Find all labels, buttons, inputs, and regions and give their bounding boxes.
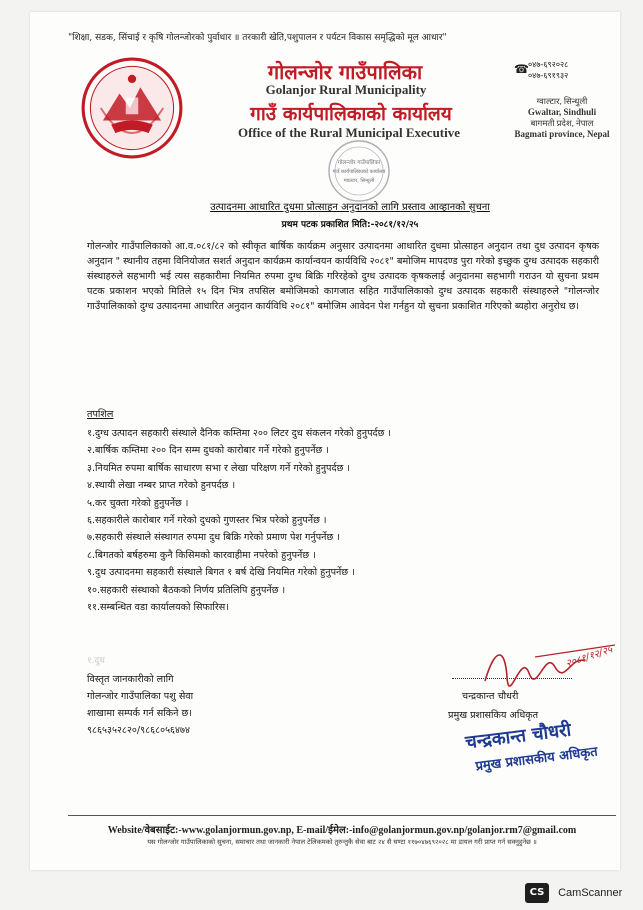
list-item: ३.नियमित रुपमा बार्षिक साधारण सभा र लेखा परिक्षण गर्ने गरेको हुनुपर्दछ । [87,462,351,474]
list-item: ११.सम्बन्धित वडा कार्यालयको सिफारिस। [87,601,229,613]
camscanner-label: CamScanner [558,886,623,899]
signatory-title: प्रमुख प्रशासकिय अधिकृत [448,710,539,721]
signature-stamp-title: प्रमुख प्रशासकीय अधिकृत [474,744,599,775]
municipality-name-en: Golanjor Rural Municipality [265,82,427,97]
footer-divider [68,815,616,816]
phone-line-2: ०४७-६९१९३२ [528,71,569,80]
office-name-np: गाउँ कार्यपालिकाको कार्यालय [250,103,452,125]
footer-note: यस गोलन्जोर गाउँपालिकाको सुचना, समाचार तथा जानकारी नेपाल टेलिकमको तुरुन्तुकै सेवा बाट २४ सै घण्टा ११७०४७६९२०२८ मा डायल गरी प्राप्त गर्न सक्नुहुनेछ ॥ [147,838,537,846]
contact-phone: ९८६५३५२८२०/९८६८०५६४७४ [87,725,191,736]
address-np-2: बागमती प्रदेश, नेपाल [530,118,594,128]
municipality-name-np: गोलन्जोर गाउँपालिका [267,60,423,84]
address-en-2: Bagmati province, Nepal [514,129,610,139]
schedule-heading: तपशिल [87,409,114,420]
address-block [502,96,622,140]
phone-numbers [528,59,568,81]
list-item: ८.बिगतको बर्षहरुमा कुनै किसिमको कारवाहीमा नपरेको हुनुपर्नेछ । [87,549,316,561]
notice-body: गोलन्जोर गाउँपालिकाको आ.व.०८१/८२ को स्वीकृत बार्षिक कार्यक्रम अनुसार उत्पादनमा आधारित दुधमा प्रोत्साहन अनुदान तथा दुध उत्पादन कृषक अनुदान " स्थानीय तहमा विनियोजत सशर्त अनुदान कार्यक्रम कार्यान्वयन कार्यविधि २०८१" बमोजिम मापदण्ड पुरा गरेको इच्छुक दुग्ध उत्पादक सहकारी संस्थाहरुले सहभागी भई त्यस सहकारीमा नियमित रुपमा दुग्ध बिक्रि गरिरहेको दुग्ध उत्पादक कृषकलाई अनुदानमा सहभागी गराउन यो सुचना प्रथम पटक प्रकाशन भएको मितिले १५ दिन भित्र तपसिल बमोजिमको कागजात सहित गाउँपालिकाको दुग्ध उत्पादक सहकारी संस्थाहरुले "गोलन्जोर गाउँपालिकाको दुग्ध उत्पादनमा आधारित अनुदान कार्यविधि २०८१" बमोजिम आवेदन पेश गर्नहुन यो सुचना प्रकाशित गरिएको ब्यहोरा अनुरोध छ। [87,241,599,312]
published-date: प्रथम पटक प्रकाशित मिति:-२०८१/१२/२५ [281,220,419,230]
camscanner-icon: CS [525,883,549,903]
nepal-emblem-icon [80,56,184,160]
stamp-text-3: ग्वाल्टार, सिन्धुली [343,178,375,184]
stamp-text-2: गाउँ कार्यपालिकाको कार्यालय [332,169,386,175]
schedule-list [87,425,607,616]
document-page [30,12,620,870]
list-item: २.बार्षिक कम्तिमा २०० दिन सम्म दुधको कारोबार गर्ने गरेको हुनुपर्नेछ । [87,445,329,457]
list-item: ९.दुध उत्पादनमा सहकारी संस्थाले बिगत १ बर्ष देखि नियमित गरेको हुनुपर्नेछ । [87,567,355,579]
address-np-1: ग्वाल्टार, सिन्धुली [536,96,588,106]
office-stamp [326,138,392,204]
faint-bleed-text: १.दुध [87,656,105,666]
phone-line-1: ०४७-६९२०२८ [528,60,569,69]
signature-stamp-name: चन्द्रकान्त चौधरी [464,719,573,754]
list-item: १.दुग्ध उत्पादन सहकारी संस्थाले दैनिक कम्तिमा २०० लिटर दुध संकलन गरेको हुनुपर्दछ । [87,428,392,439]
signatory-name: चन्द्रकान्त चौधरी [462,691,519,702]
list-item: ५.कर चुक्ता गरेको हुनुपर्नेछ । [87,497,189,509]
signature-line [452,678,572,679]
contact-line-3: शाखामा सम्पर्क गर्न सकिने छ। [87,708,192,719]
handwritten-signature [475,637,625,692]
contact-line-2: गोलन्जोर गाउँपालिका पशु सेवा [87,691,194,702]
signature-date: २०८१/१२/२५ [564,644,614,670]
list-item: १०.सहकारी संस्थाको बैठकको निर्णय प्रतिलिपि हुनुपर्नेछ । [87,584,286,596]
camscanner-watermark [525,882,622,903]
notice-subject: उत्पादनमा आधारित दुधमा प्रोत्साहन अनुदानको लागि प्रस्ताव आव्हानको सुचना [210,202,490,213]
address-en-1: Gwaltar, Sindhuli [527,107,597,117]
footer-website: Website/वेबसाईट:-www.golanjormun.gov.np, E-mail/ईमेल:-info@golanjormun.gov.np/golanjor.rm7@gmail.com [107,825,577,836]
contact-line-1: विस्तृत जानकारीको लागि [87,674,174,685]
list-item: ६.सहकारीले कारोबार गर्ने गरेको दुधको गुणस्तर भित्र परेको हुनुपर्नेछ । [87,514,327,526]
list-item: ४.स्थायी लेखा नम्बर प्राप्त गरेको हुनपर्दछ । [87,480,236,492]
contact-info [87,671,193,739]
list-item: ७.सहकारी संस्थाले संस्थागत रुपमा दुध बिक्रि गरेको प्रमाण पेश गर्नुपर्नेछ । [87,532,340,544]
stamp-text-1: गोलन्जोर गाउँपालिका [337,160,381,166]
office-name-en: Office of the Rural Municipal Executive [237,125,461,140]
motto: "शिक्षा, सडक, सिंचाई र कृषि गोलन्जोरको पुर्वाधार ॥ तरकारी खेति,पशुपालन र पर्यटन विकास समृद्धिको मूल आधार" [68,33,447,43]
phone-icon: ☎ [514,62,529,76]
